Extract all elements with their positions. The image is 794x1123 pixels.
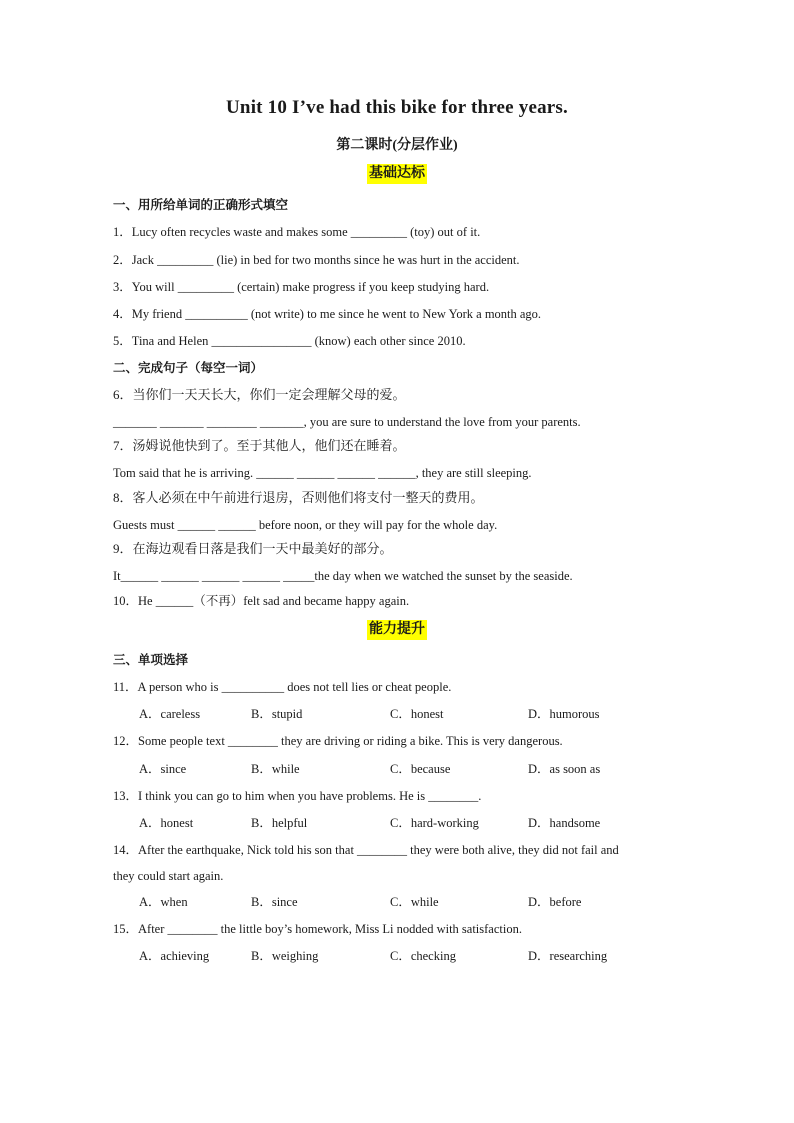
option-b: B．while [251,762,300,776]
question-8-chinese: 8．客人必须在中午前进行退房，否则他们将支付一整天的费用。 [113,490,484,505]
level-advanced-heading [0,620,794,640]
question-7-chinese: 7．汤姆说他快到了。至于其他人，他们还在睡着。 [113,438,406,453]
question-13: 13．I think you can go to him when you have problems. He is ________. [113,789,482,803]
level-advanced-label: 能力提升 [367,620,427,640]
option-b: B．helpful [251,816,308,830]
option-c: C．honest [390,707,444,721]
option-c: C．while [390,895,439,909]
option-a: A．achieving [139,949,210,963]
question-11: 11．A person who is __________ does not tell lies or cheat people. [113,680,452,694]
question-9-english: It______ ______ ______ ______ _____the day when we watched the sunset by the seaside. [113,569,573,583]
option-c: C．checking [390,949,456,963]
section-heading-complete-sentences: 二、完成句子（每空一词） [113,361,264,375]
page-subtitle: 第二课时(分层作业) [336,138,458,153]
question-14: 14．After the earthquake, Nick told his son that ________ they were both alive, they did not fail and [113,843,619,857]
option-b: B．since [251,895,298,909]
question-6-english: _______ _______ ________ _______, you are sure to understand the love from your parents. [113,415,581,429]
question-5: 5．Tina and Helen ________________ (know) each other since 2010. [113,334,466,348]
option-a: A．since [139,762,187,776]
question-12: 12．Some people text ________ they are driving or riding a bike. This is very dangerous. [113,734,563,748]
question-12-options [139,761,699,777]
question-8-english: Guests must ______ ______ before noon, or they will pay for the whole day. [113,518,498,532]
level-basic-label: 基础达标 [367,164,427,184]
option-c: C．because [390,762,451,776]
section-heading-fill-in: 一、用所给单词的正确形式填空 [113,198,289,212]
option-a: A．careless [139,707,201,721]
question-13-options [139,815,699,831]
option-d: D．humorous [528,707,600,721]
level-basic-heading [0,164,794,184]
question-14-continued: they could start again. [113,869,224,883]
question-10: 10．He ______（不再）felt sad and became happy again. [113,594,410,608]
question-14-options [139,894,699,910]
question-15-options [139,948,699,964]
option-a: A．when [139,895,188,909]
option-d: D．as soon as [528,762,601,776]
option-d: D．before [528,895,582,909]
section-heading-multiple-choice: 三、单项选择 [113,653,189,667]
question-15: 15．After ________ the little boy’s homework, Miss Li nodded with satisfaction. [113,922,522,936]
page-title: Unit 10 I’ve had this bike for three years. [226,97,568,118]
option-a: A．honest [139,816,194,830]
question-7-english: Tom said that he is arriving. ______ ______ ______ ______, they are still sleeping. [113,466,532,480]
question-11-options [139,706,699,722]
option-c: C．hard-working [390,816,479,830]
option-d: D．handsome [528,816,601,830]
question-3: 3．You will _________ (certain) make progress if you keep studying hard. [113,280,490,294]
question-4: 4．My friend __________ (not write) to me since he went to New York a month ago. [113,307,542,321]
option-b: B．stupid [251,707,303,721]
option-d: D．researching [528,949,608,963]
question-6-chinese: 6．当你们一天天长大，你们一定会理解父母的爱。 [113,387,406,402]
option-b: B．weighing [251,949,319,963]
question-2: 2．Jack _________ (lie) in bed for two months since he was hurt in the accident. [113,253,520,267]
question-1: 1．Lucy often recycles waste and makes some _________ (toy) out of it. [113,225,481,239]
question-9-chinese: 9．在海边观看日落是我们一天中最美好的部分。 [113,541,393,556]
